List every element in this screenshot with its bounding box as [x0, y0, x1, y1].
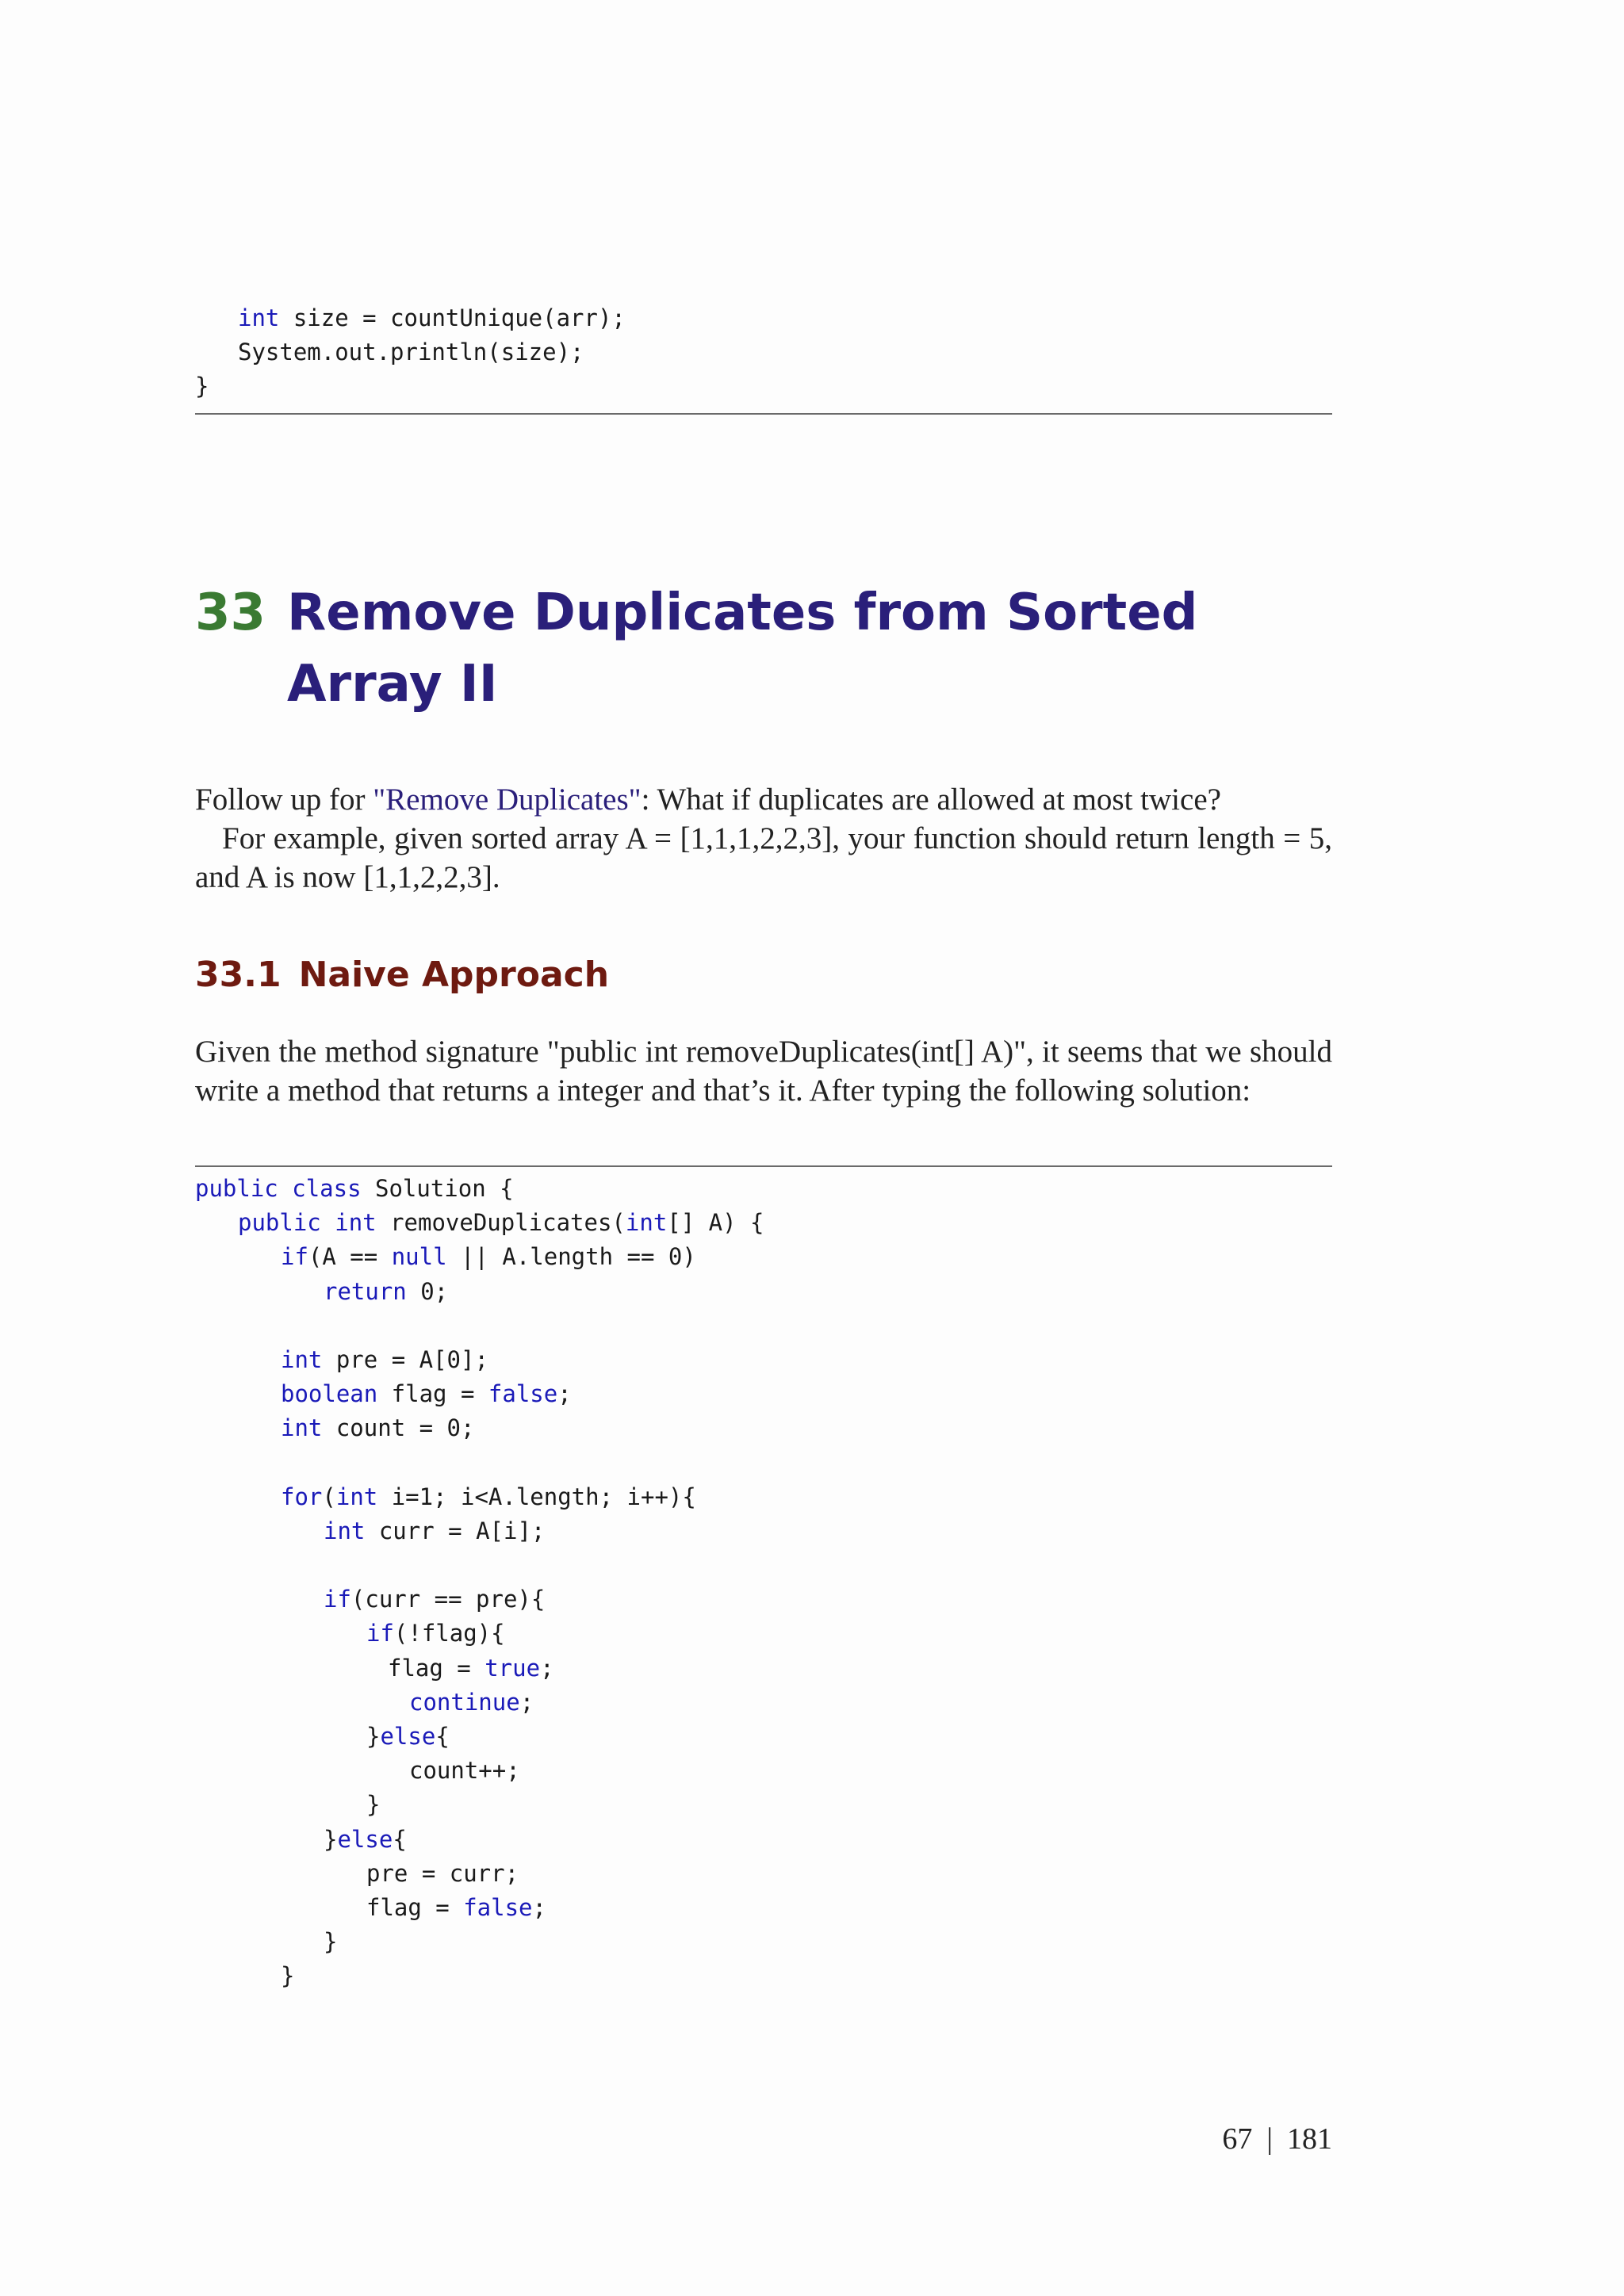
intro-p1-before: Follow up for: [195, 783, 373, 817]
section-title: Naive Approach: [298, 955, 610, 995]
code-text: {: [435, 1723, 450, 1750]
code-text: (curr == pre){: [350, 1586, 546, 1613]
code-line: [195, 1959, 1332, 1993]
total-pages: 181: [1287, 2122, 1332, 2156]
code-keyword: boolean: [281, 1380, 378, 1408]
code-keyword: public: [195, 1175, 278, 1202]
code-keyword: int: [281, 1345, 323, 1373]
code-text: pre = curr;: [366, 1859, 519, 1887]
code-text: }: [324, 1928, 338, 1956]
code-keyword: false: [463, 1893, 533, 1921]
code-line: [195, 1788, 1332, 1822]
intro-paragraph-2: For example, given sorted array A = [1,1,1,2,2,3], your function should return length = 5, and A is now [1,1,2,2,3].: [195, 821, 1332, 894]
code-text: [321, 1209, 335, 1236]
code-line: [195, 369, 1332, 404]
code-line: [195, 1548, 1332, 1582]
code-line: [195, 1514, 1332, 1548]
code-line: [195, 1411, 1332, 1445]
code-text: }: [366, 1723, 381, 1750]
code-keyword: else: [380, 1723, 436, 1750]
remove-duplicates-link[interactable]: "Remove Duplicates": [373, 783, 642, 817]
code-text: ;: [557, 1380, 572, 1408]
code-keyword: false: [488, 1380, 558, 1408]
code-line: [195, 1309, 1332, 1343]
code-line: [195, 1343, 1332, 1377]
code-line: [195, 1720, 1332, 1754]
code-keyword: int: [281, 1414, 323, 1442]
code-text: flag =: [388, 1654, 485, 1682]
code-text: pre = A[0];: [322, 1345, 488, 1373]
code-text: {: [393, 1825, 407, 1853]
code-keyword: int: [625, 1209, 668, 1237]
chapter-number: 33: [195, 584, 266, 642]
code-text: curr = A[i];: [365, 1517, 546, 1544]
code-keyword: for: [281, 1483, 323, 1510]
code-text: Solution {: [361, 1175, 514, 1202]
code-line: [195, 1172, 1332, 1206]
code-line: [195, 1617, 1332, 1651]
code-line: [195, 1240, 1332, 1274]
chapter-title: Remove Duplicates from Sorted Array II: [287, 584, 1198, 714]
code-block-top: [195, 301, 1332, 404]
code-text: i=1; i<A.length; i++){: [377, 1483, 696, 1510]
page-number: 67: [1222, 2122, 1253, 2156]
code-text: count = 0;: [322, 1414, 475, 1442]
code-text: count++;: [409, 1757, 520, 1785]
code-text: 0;: [406, 1277, 449, 1305]
code-line: [195, 1891, 1332, 1925]
code-text: ;: [540, 1654, 554, 1682]
code-text: (A ==: [308, 1243, 392, 1271]
code-text: ;: [519, 1688, 534, 1716]
code-line: [195, 1446, 1332, 1480]
code-line: [195, 1275, 1332, 1309]
code-keyword: if: [324, 1586, 351, 1613]
page-footer: [1222, 2122, 1332, 2156]
code-keyword: int: [335, 1483, 378, 1510]
code-line: [195, 301, 1332, 335]
code-text: }: [281, 1962, 295, 1990]
code-keyword: return: [324, 1277, 407, 1305]
code-text: (!flag){: [393, 1620, 505, 1647]
code-line: [195, 1686, 1332, 1720]
code-keyword: int: [238, 304, 280, 331]
code-line: [195, 1377, 1332, 1411]
intro-text: [195, 780, 1332, 897]
code-line: [195, 1480, 1332, 1514]
code-keyword: int: [335, 1209, 377, 1237]
code-line: [195, 1582, 1332, 1617]
code-text: }: [324, 1825, 338, 1853]
code-line: [195, 1857, 1332, 1891]
section-paragraph: Given the method signature "public int removeDuplicates(int[] A)", it seems that we should write a method that returns a integer and that’s it. After typing the following solution:: [195, 1035, 1332, 1108]
code-text: flag =: [377, 1380, 488, 1408]
code-rule-top: [195, 1165, 1332, 1167]
code-keyword: if: [281, 1243, 308, 1271]
code-line: [195, 1754, 1332, 1788]
code-text: ;: [532, 1893, 546, 1921]
code-text: }: [366, 1791, 381, 1819]
section-number: 33.1: [195, 955, 282, 995]
code-text: }: [195, 373, 209, 400]
code-text: size = countUnique(arr);: [279, 304, 626, 331]
code-text: [278, 1175, 292, 1202]
code-text: flag =: [366, 1893, 464, 1921]
code-text: [] A) {: [667, 1209, 764, 1237]
code-text: removeDuplicates(: [376, 1209, 626, 1237]
code-keyword: public: [238, 1209, 321, 1237]
code-keyword: continue: [409, 1688, 520, 1716]
code-line: [195, 1925, 1332, 1959]
code-keyword: if: [366, 1620, 394, 1647]
code-text: System.out.println(size);: [238, 339, 584, 366]
code-rule-bottom: [195, 413, 1332, 415]
code-block-solution: [195, 1172, 1332, 1994]
code-text: || A.length == 0): [446, 1243, 696, 1271]
code-keyword: true: [485, 1654, 541, 1682]
page-separator: |: [1266, 2122, 1273, 2156]
code-keyword: int: [324, 1517, 366, 1544]
section-heading: [195, 951, 609, 999]
code-keyword: else: [337, 1825, 393, 1853]
code-line: [195, 1206, 1332, 1240]
code-line: [195, 1823, 1332, 1857]
intro-p1-after: : What if duplicates are allowed at most twice?: [641, 783, 1221, 817]
code-line: [195, 335, 1332, 369]
code-line: [195, 1651, 1332, 1686]
code-keyword: class: [292, 1175, 362, 1202]
intro-paragraph-1: [195, 780, 1332, 819]
code-keyword: null: [391, 1243, 447, 1271]
code-text: (: [322, 1483, 336, 1510]
